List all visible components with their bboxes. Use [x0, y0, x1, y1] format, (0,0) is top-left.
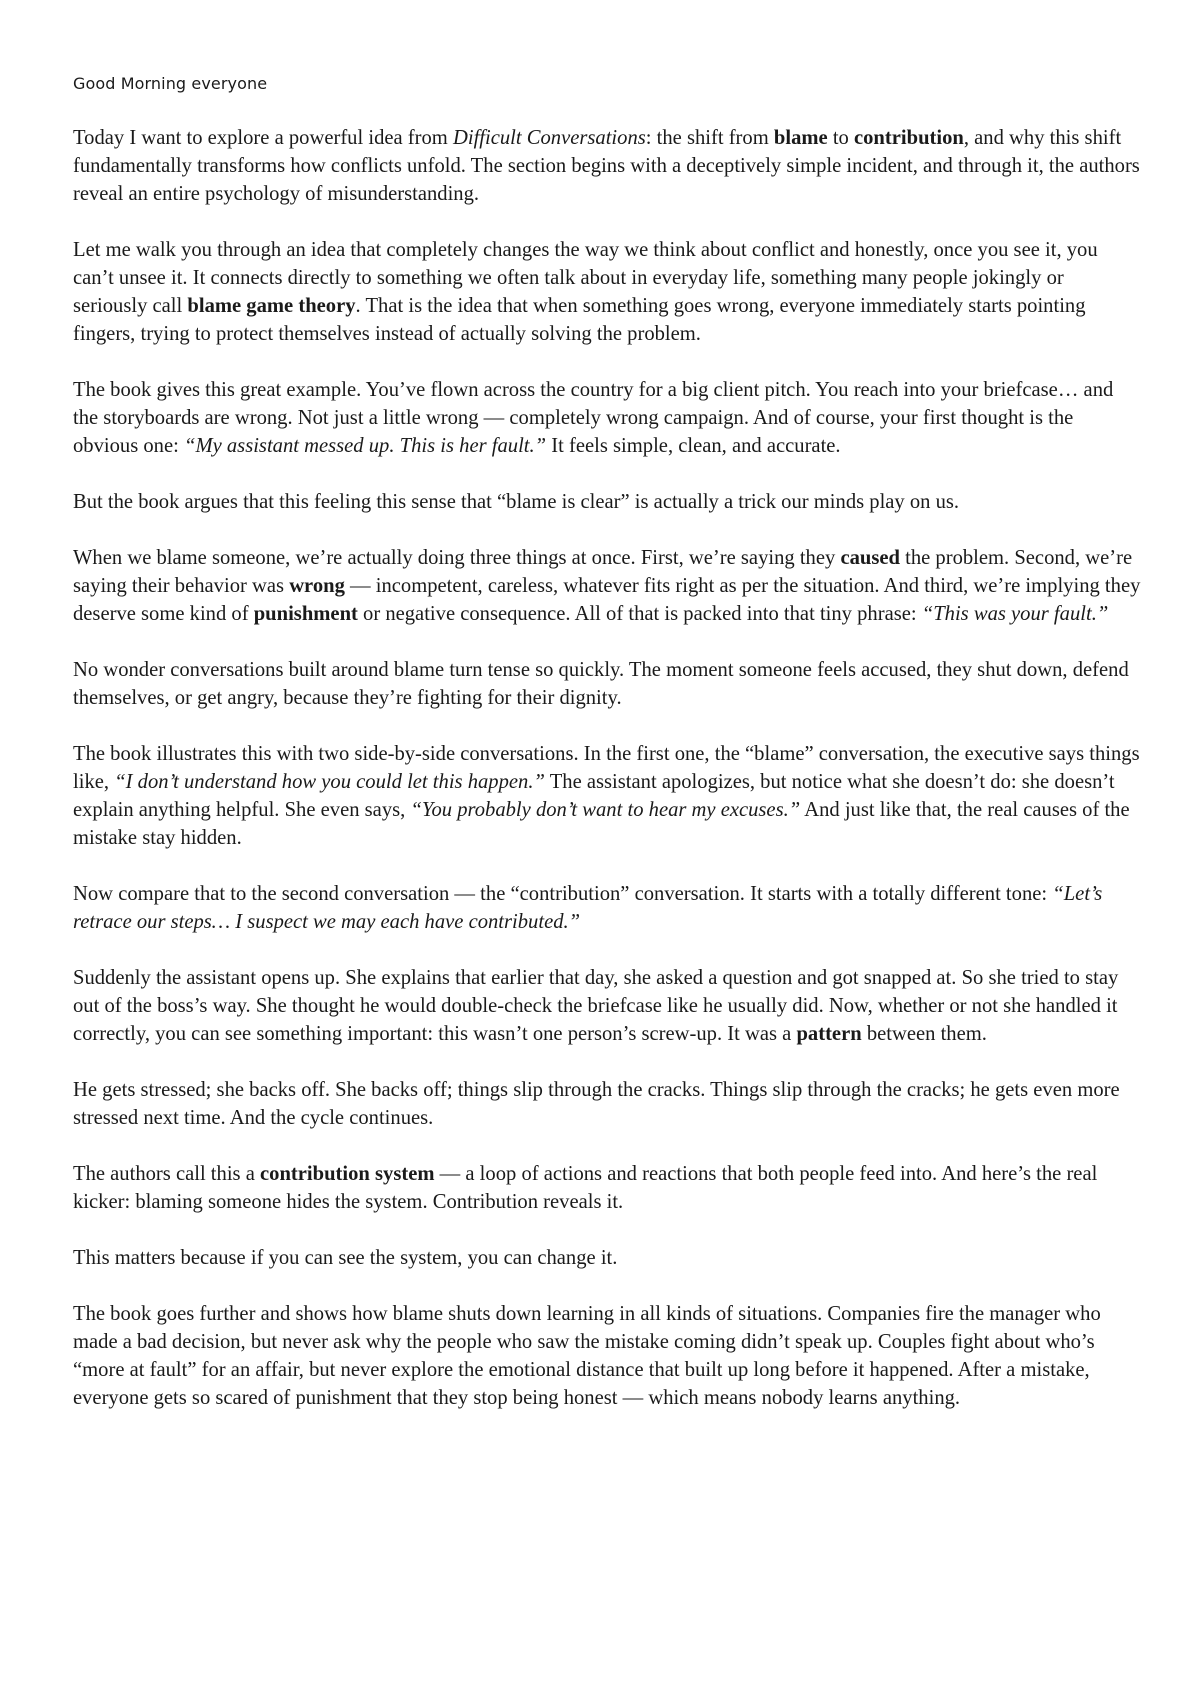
text-run: The book goes further and shows how blame shuts down learning in all kinds of situations. Companies fire the manager who made a bad decision, but never ask why the people who saw the mistake coming didn’t speak up. Couples fight about who’s “more at fault” for an affair, but never explore the emotional distance that built up long before it happened. After a mistake, everyone gets so scared of punishment that they stop being honest — which means nobody learns anything.: [73, 1303, 1101, 1409]
bold-term: caused: [840, 547, 900, 569]
text-run: The book gives this great example. You’ve flown across the country for a big client pitch. You reach into your briefcase… and the storyboards are wrong. Not just a little wrong — completely wrong campaign. And of course, your first thought is the obvious one:: [73, 379, 1114, 457]
paragraph: [73, 1300, 1143, 1412]
italic-phrase: “This was your fault.”: [921, 603, 1109, 625]
text-run: And just like that, the real causes of the mistake stay hidden.: [73, 799, 1130, 849]
bold-term: punishment: [253, 603, 358, 625]
italic-phrase: Difficult Conversations: [452, 127, 646, 149]
bold-term: pattern: [796, 1023, 862, 1045]
text-run: or negative consequence. All of that is packed into that tiny phrase:: [357, 603, 922, 625]
bold-term: blame: [773, 127, 828, 149]
text-run: Let me walk you through an idea that completely changes the way we think about conflict and honestly, once you see it, you can’t unsee it. It connects directly to something we often talk about in everyday life, something many people jokingly or seriously call: [73, 239, 1098, 317]
text-run: But the book argues that this feeling this sense that “blame is clear” is actually a trick our minds play on us.: [73, 491, 960, 513]
paragraph: [73, 1076, 1143, 1132]
text-run: . That is the idea that when something goes wrong, everyone immediately starts pointing fingers, trying to protect themselves instead of actually solving the problem.: [73, 295, 1086, 345]
paragraph: [73, 236, 1143, 348]
text-run: Today I want to explore a powerful idea from: [73, 127, 453, 149]
text-run: Suddenly the assistant opens up. She explains that earlier that day, she asked a question and got snapped at. So she tried to stay out of the boss’s way. She thought he would double-check the briefcase like he usually did. Now, whether or not she handled it correctly, you can see something important: this wasn’t one person’s screw-up. It was a: [73, 967, 1119, 1045]
text-run: , and why this shift fundamentally transforms how conflicts unfold. The section begins with a deceptively simple incident, and through it, the authors reveal an entire psychology of misunderstanding.: [73, 127, 1140, 205]
bold-term: blame game theory: [187, 295, 356, 317]
bold-term: wrong: [289, 575, 345, 597]
text-run: When we blame someone, we’re actually doing three things at once. First, we’re saying they: [73, 547, 841, 569]
text-run: the problem. Second, we’re saying their behavior was: [73, 547, 1133, 597]
text-run: between them.: [861, 1023, 987, 1045]
paragraph: [73, 740, 1143, 852]
text-run: The authors call this a: [73, 1163, 261, 1185]
paragraph: [73, 124, 1143, 208]
text-run: — incompetent, careless, whatever fits right as per the situation. And third, we’re implying they deserve some kind of: [73, 575, 1141, 625]
paragraph: [73, 1244, 1143, 1272]
paragraph: [73, 488, 1143, 516]
bold-term: contribution system: [260, 1163, 435, 1185]
text-run: The assistant apologizes, but notice what she doesn’t do: she doesn’t explain anything helpful. She even says,: [73, 771, 1115, 821]
italic-phrase: “I don’t understand how you could let this happen.”: [114, 771, 545, 793]
paragraph: [73, 1160, 1143, 1216]
text-run: to: [827, 127, 854, 149]
text-run: It feels simple, clean, and accurate.: [546, 435, 841, 457]
italic-phrase: “My assistant messed up. This is her fault.”: [183, 435, 547, 457]
text-run: : the shift from: [645, 127, 774, 149]
text-run: The book illustrates this with two side-by-side conversations. In the first one, the “blame” conversation, the executive says things like,: [73, 743, 1140, 793]
bold-term: contribution: [854, 127, 964, 149]
text-run: This matters because if you can see the system, you can change it.: [73, 1247, 618, 1269]
paragraph: [73, 964, 1143, 1048]
text-run: He gets stressed; she backs off. She backs off; things slip through the cracks. Things slip through the cracks; he gets even more stressed next time. And the cycle continues.: [73, 1079, 1120, 1129]
paragraph: [73, 880, 1143, 936]
text-run: — a loop of actions and reactions that both people feed into. And here’s the real kicker: blaming someone hides the system. Contribution reveals it.: [73, 1163, 1098, 1213]
paragraph: [73, 376, 1143, 460]
text-run: No wonder conversations built around blame turn tense so quickly. The moment someone feels accused, they shut down, defend themselves, or get angry, because they’re fighting for their dignity.: [73, 659, 1129, 709]
italic-phrase: “Let’s retrace our steps… I suspect we may each have contributed.”: [73, 883, 1103, 933]
paragraph: [73, 544, 1143, 628]
document-body: [73, 124, 1143, 1412]
text-run: Now compare that to the second conversation — the “contribution” conversation. It starts with a totally different tone:: [73, 883, 1053, 905]
greeting-line: Good Morning everyone: [73, 74, 268, 93]
paragraph: [73, 656, 1143, 712]
document-page: [73, 72, 1143, 1440]
italic-phrase: “You probably don’t want to hear my excuses.”: [410, 799, 801, 821]
